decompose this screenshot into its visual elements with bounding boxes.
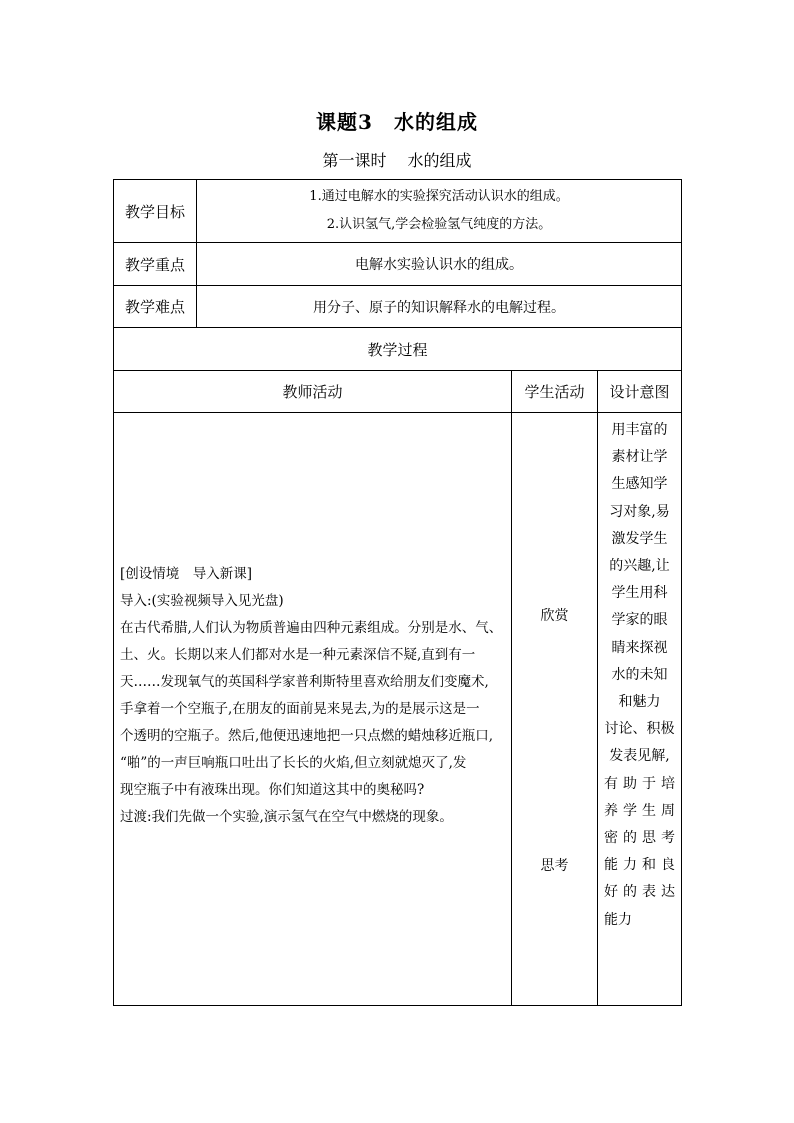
teacher-line: “啪”的一声巨响瓶口吐出了长长的火焰,但立刻就熄灭了,发 bbox=[120, 755, 467, 771]
design-line: 学家的眼 bbox=[611, 612, 668, 629]
column-header-design: 设计意图 bbox=[598, 371, 682, 413]
design-line: 能力 bbox=[604, 911, 632, 928]
design-line: 讨论、积极 bbox=[604, 721, 675, 738]
goals-label: 教学目标 bbox=[114, 180, 197, 243]
student-activity-appreciate: 欣赏 bbox=[540, 608, 569, 624]
student-activity-think: 思考 bbox=[540, 858, 569, 874]
teacher-activity-text bbox=[120, 561, 507, 831]
teacher-activity-cell bbox=[114, 413, 512, 1006]
process-content-row bbox=[114, 413, 682, 1006]
page-title: 课题3 水的组成 bbox=[316, 110, 478, 134]
teacher-line: 手拿着一个空瓶子,在朋友的面前晃来晃去,为的是展示这是一 bbox=[120, 701, 480, 717]
key-label: 教学重点 bbox=[114, 243, 197, 286]
design-line: 习对象,易 bbox=[609, 503, 670, 520]
process-title: 教学过程 bbox=[114, 328, 682, 371]
teacher-line: [创设情境 导入新课] bbox=[120, 566, 253, 582]
design-line: 养学生周 bbox=[604, 802, 676, 819]
difficulty-value: 用分子、原子的知识解释水的电解过程。 bbox=[197, 286, 682, 328]
design-line: 的兴趣,让 bbox=[609, 558, 670, 575]
teacher-line: 在古代希腊,人们认为物质普遍由四种元素组成。分别是水、气、 bbox=[120, 620, 503, 636]
lesson-subtitle: 第一课时 水的组成 bbox=[322, 151, 472, 170]
column-header-student: 学生活动 bbox=[512, 371, 598, 413]
design-line: 睛来探视 bbox=[611, 639, 668, 656]
design-line: 能力和良 bbox=[604, 857, 676, 874]
difficulty-label: 教学难点 bbox=[114, 286, 197, 328]
lesson-plan-table bbox=[113, 179, 682, 1006]
difficulty-row bbox=[114, 286, 682, 328]
teacher-line: 过渡:我们先做一个实验,演示氢气在空气中燃烧的现象。 bbox=[120, 809, 453, 825]
design-intent-cell bbox=[598, 413, 682, 1006]
process-title-row bbox=[114, 328, 682, 371]
teacher-line: 导入:(实验视频导入见光盘) bbox=[120, 593, 284, 609]
design-line: 激发学生 bbox=[611, 530, 668, 547]
key-row bbox=[114, 243, 682, 286]
design-line: 素材让学 bbox=[611, 449, 668, 466]
design-line: 和魅力 bbox=[618, 694, 661, 711]
design-line: 生感知学 bbox=[611, 476, 668, 493]
teacher-line: 个透明的空瓶子。然后,他便迅速地把一只点燃的蜡烛移近瓶口, bbox=[120, 728, 494, 744]
goal-item: 2.认识氢气,学会检验氢气纯度的方法。 bbox=[326, 217, 552, 232]
teacher-line: 现空瓶子中有液珠出现。你们知道这其中的奥秘吗? bbox=[120, 782, 425, 798]
design-line: 学生用科 bbox=[611, 585, 668, 602]
teacher-line: 土、火。长期以来人们都对水是一种元素深信不疑,直到有一 bbox=[120, 647, 476, 663]
column-header-teacher: 教师活动 bbox=[114, 371, 512, 413]
key-value: 电解水实验认识水的组成。 bbox=[197, 243, 682, 286]
student-activity-cell bbox=[512, 413, 598, 1006]
design-line: 好的表达 bbox=[604, 884, 676, 901]
design-intent-text bbox=[598, 417, 681, 934]
goals-row bbox=[114, 180, 682, 243]
design-line: 密的思考 bbox=[604, 830, 676, 847]
design-line: 发表见解, bbox=[609, 748, 670, 765]
goal-item: 1.通过电解水的实验探究活动认识水的组成。 bbox=[309, 189, 569, 204]
goals-value bbox=[197, 180, 682, 243]
design-line: 用丰富的 bbox=[611, 422, 668, 438]
design-line: 有助于培 bbox=[604, 775, 676, 792]
teacher-line: 天……发现氧气的英国科学家普利斯特里喜欢给朋友们变魔术, bbox=[120, 674, 489, 690]
column-header-row bbox=[114, 371, 682, 413]
design-line: 水的未知 bbox=[611, 666, 668, 683]
